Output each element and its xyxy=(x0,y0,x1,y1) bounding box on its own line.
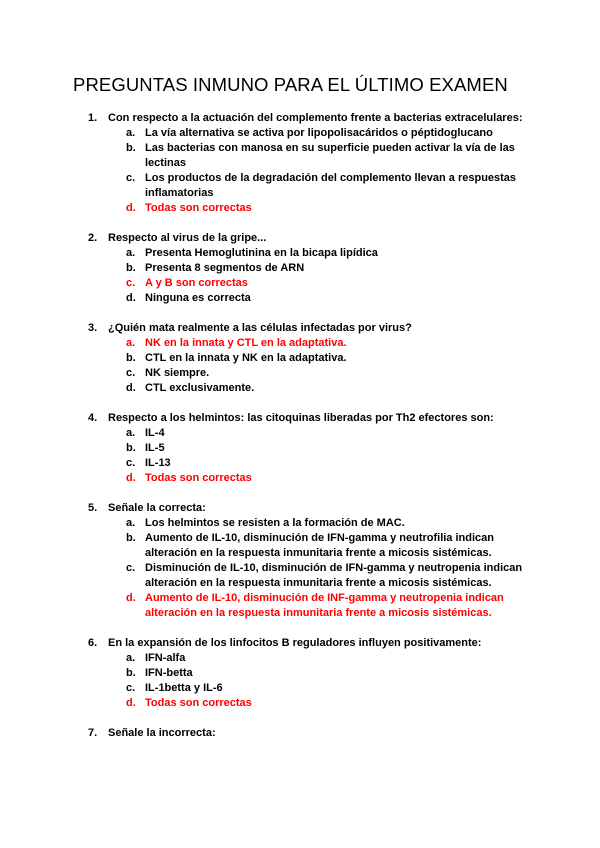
question-number: 1. xyxy=(88,112,98,124)
option-letter: a. xyxy=(126,127,136,139)
question-label: Con respecto a la actuación del complemento frente a bacterias extracelulares: xyxy=(108,112,523,124)
option-text: Ninguna es correcta xyxy=(145,292,251,304)
answer-option xyxy=(0,381,600,396)
option-text: Presenta 8 segmentos de ARN xyxy=(145,262,305,274)
answer-option xyxy=(0,261,600,276)
answer-option xyxy=(0,141,600,171)
option-text: Disminución de IL-10, disminución de IFN-gamma y neutropenia indican alteración en la respuesta inmunitaria frente a micosis sistémicas. xyxy=(145,562,523,589)
option-text: Todas son correctas xyxy=(145,697,252,709)
option-text: IL-4 xyxy=(145,427,165,439)
option-letter: c. xyxy=(126,172,136,184)
option-text: Aumento de IL-10, disminución de INF-gamma y neutropenia indican alteración en la respuesta inmunitaria frente a micosis sistémicas. xyxy=(145,592,504,619)
question-5 xyxy=(0,501,600,621)
option-letter: a. xyxy=(126,337,136,349)
question-text xyxy=(0,111,600,126)
option-text: Presenta Hemoglutinina en la bicapa lipídica xyxy=(145,247,378,259)
page-title: PREGUNTAS INMUNO PARA EL ÚLTIMO EXAMEN xyxy=(73,74,508,95)
option-letter: d. xyxy=(126,292,136,304)
option-letter: c. xyxy=(126,562,136,574)
question-1 xyxy=(0,111,600,216)
answer-option-correct xyxy=(0,471,600,486)
option-text: CTL exclusivamente. xyxy=(145,382,255,394)
option-letter: b. xyxy=(126,667,136,679)
question-label: Respecto a los helmintos: las citoquinas liberadas por Th2 efectores son: xyxy=(108,412,494,424)
answer-option xyxy=(0,351,600,366)
option-text: IL-13 xyxy=(145,457,171,469)
option-letter: b. xyxy=(126,352,136,364)
question-text xyxy=(0,231,600,246)
question-number: 6. xyxy=(88,637,98,649)
answer-option-correct xyxy=(0,336,600,351)
answer-option xyxy=(0,291,600,306)
option-text: IL-1betta y IL-6 xyxy=(145,682,223,694)
question-label: ¿Quién mata realmente a las células infectadas por virus? xyxy=(108,322,412,334)
option-letter: a. xyxy=(126,517,136,529)
option-text: La vía alternativa se activa por lipopolisacáridos o péptidoglucano xyxy=(145,127,493,139)
question-3 xyxy=(0,321,600,396)
question-number: 5. xyxy=(88,502,98,514)
question-7 xyxy=(0,726,600,741)
answer-option xyxy=(0,366,600,381)
question-number: 7. xyxy=(88,727,98,739)
option-letter: d. xyxy=(126,697,136,709)
question-text xyxy=(0,501,600,516)
answer-option-correct xyxy=(0,276,600,291)
question-text xyxy=(0,636,600,651)
answer-option xyxy=(0,426,600,441)
option-letter: b. xyxy=(126,262,136,274)
option-text: NK en la innata y CTL en la adaptativa. xyxy=(145,337,347,349)
option-letter: d. xyxy=(126,202,136,214)
option-letter: c. xyxy=(126,457,136,469)
option-text: Todas son correctas xyxy=(145,202,252,214)
option-text: Los productos de la degradación del complemento llevan a respuestas inflamatorias xyxy=(145,172,517,199)
question-4 xyxy=(0,411,600,486)
answer-option xyxy=(0,441,600,456)
answer-option xyxy=(0,126,600,141)
option-text: IL-5 xyxy=(145,442,165,454)
option-text: Aumento de IL-10, disminución de IFN-gamma y neutrofilia indican alteración en la respuesta inmunitaria frente a micosis sistémicas. xyxy=(145,532,494,559)
question-number: 2. xyxy=(88,232,98,244)
answer-option xyxy=(0,666,600,681)
answer-option-correct xyxy=(0,201,600,216)
option-letter: c. xyxy=(126,682,136,694)
option-text: Los helmintos se resisten a la formación de MAC. xyxy=(145,517,405,529)
option-letter: d. xyxy=(126,382,136,394)
option-text: NK siempre. xyxy=(145,367,210,379)
option-text: IFN-alfa xyxy=(145,652,186,664)
answer-option xyxy=(0,171,600,201)
question-number: 3. xyxy=(88,322,98,334)
option-text: Las bacterias con manosa en su superficie pueden activar la vía de las lectinas xyxy=(145,142,515,169)
option-letter: a. xyxy=(126,427,136,439)
question-number: 4. xyxy=(88,412,98,424)
question-label: Señale la incorrecta: xyxy=(108,727,216,739)
option-letter: b. xyxy=(126,142,136,154)
question-2 xyxy=(0,231,600,306)
option-letter: c. xyxy=(126,367,136,379)
option-text: Todas son correctas xyxy=(145,472,252,484)
question-text xyxy=(0,321,600,336)
option-letter: d. xyxy=(126,592,136,604)
answer-option xyxy=(0,456,600,471)
answer-option xyxy=(0,246,600,261)
question-label: En la expansión de los linfocitos B reguladores influyen positivamente: xyxy=(108,637,482,649)
question-text xyxy=(0,726,600,741)
option-text: CTL en la innata y NK en la adaptativa. xyxy=(145,352,347,364)
question-label: Señale la correcta: xyxy=(108,502,206,514)
question-text xyxy=(0,411,600,426)
answer-option xyxy=(0,516,600,531)
answer-option xyxy=(0,681,600,696)
option-letter: a. xyxy=(126,247,136,259)
option-text: A y B son correctas xyxy=(145,277,248,289)
answer-option xyxy=(0,561,600,591)
option-letter: d. xyxy=(126,472,136,484)
option-letter: c. xyxy=(126,277,136,289)
option-letter: b. xyxy=(126,442,136,454)
question-list xyxy=(0,111,600,756)
answer-option-correct xyxy=(0,696,600,711)
question-6 xyxy=(0,636,600,711)
question-label: Respecto al virus de la gripe... xyxy=(108,232,267,244)
answer-option xyxy=(0,531,600,561)
option-letter: b. xyxy=(126,532,136,544)
answer-option-correct xyxy=(0,591,600,621)
answer-option xyxy=(0,651,600,666)
option-letter: a. xyxy=(126,652,136,664)
option-text: IFN-betta xyxy=(145,667,193,679)
